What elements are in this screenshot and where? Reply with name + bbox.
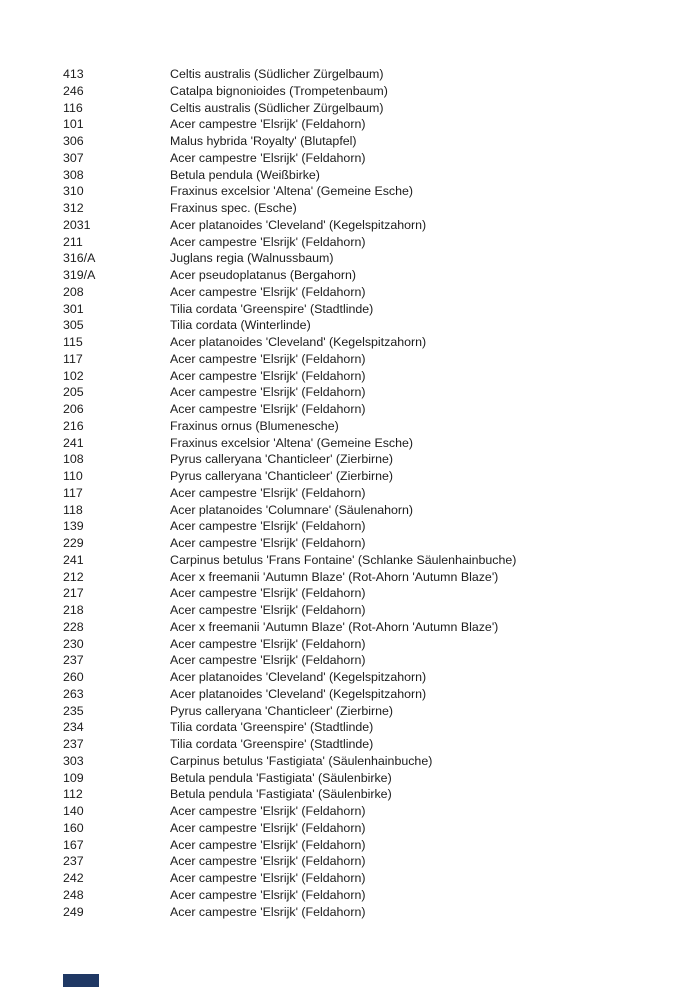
- tree-id: 237: [63, 653, 84, 668]
- list-item: [63, 250, 680, 267]
- tree-id: 308: [63, 167, 84, 182]
- tree-name: Catalpa bignonioides (Trompetenbaum): [170, 83, 388, 98]
- list-item: [63, 284, 680, 301]
- tree-id: 310: [63, 184, 84, 199]
- tree-name: Acer campestre 'Elsrijk' (Feldahorn): [170, 368, 366, 383]
- tree-name: Tilia cordata 'Greenspire' (Stadtlinde): [170, 720, 374, 735]
- list-item: [63, 770, 680, 787]
- list-item: [63, 619, 680, 636]
- tree-name: Acer campestre 'Elsrijk' (Feldahorn): [170, 887, 366, 902]
- list-item: [63, 234, 680, 251]
- tree-name: Acer campestre 'Elsrijk' (Feldahorn): [170, 586, 366, 601]
- tree-name: Celtis australis (Südlicher Zürgelbaum): [170, 100, 384, 115]
- list-item: [63, 468, 680, 485]
- tree-name: Acer campestre 'Elsrijk' (Feldahorn): [170, 402, 366, 416]
- list-item: [63, 351, 680, 368]
- tree-id: 102: [63, 368, 84, 383]
- list-item: [63, 820, 680, 837]
- tree-name: Acer campestre 'Elsrijk' (Feldahorn): [170, 519, 366, 534]
- list-item: [63, 116, 680, 133]
- list-item: [63, 602, 680, 619]
- tree-id: 246: [63, 83, 84, 98]
- list-item: [63, 837, 680, 854]
- tree-name: Acer campestre 'Elsrijk' (Feldahorn): [170, 351, 366, 366]
- tree-id: 167: [63, 837, 84, 852]
- list-item: [63, 518, 680, 535]
- tree-id: 112: [63, 787, 83, 802]
- list-item: [63, 200, 680, 217]
- tree-id: 218: [63, 603, 84, 617]
- list-item: [63, 786, 680, 803]
- list-item: [63, 133, 680, 150]
- list-item: [63, 100, 680, 117]
- list-item: [63, 66, 680, 83]
- tree-id: 109: [63, 770, 84, 785]
- tree-name: Acer campestre 'Elsrijk' (Feldahorn): [170, 536, 366, 550]
- tree-id: 108: [63, 452, 84, 467]
- list-item: [63, 384, 680, 401]
- tree-name: Acer platanoides 'Columnare' (Säulenahorn): [170, 502, 414, 517]
- list-item: [63, 418, 680, 435]
- tree-id: 316/A: [63, 251, 96, 266]
- tree-id: 118: [63, 502, 83, 517]
- tree-name: Fraxinus excelsior 'Altena' (Gemeine Esche): [170, 184, 414, 199]
- tree-id: 139: [63, 519, 84, 534]
- tree-id: 307: [63, 150, 84, 165]
- tree-id: 241: [63, 435, 84, 450]
- tree-id: 212: [63, 569, 84, 584]
- tree-id: 303: [63, 753, 84, 768]
- tree-name: Acer campestre 'Elsrijk' (Feldahorn): [170, 904, 366, 919]
- tree-id: 306: [63, 134, 84, 148]
- list-item: [63, 803, 680, 820]
- tree-id: 241: [63, 552, 84, 567]
- list-item: [63, 150, 680, 167]
- tree-id: 234: [63, 720, 84, 735]
- tree-id: 206: [63, 402, 84, 416]
- footer-marker: [63, 974, 99, 987]
- tree-name: Fraxinus ornus (Blumenesche): [170, 418, 339, 433]
- list-item: [63, 636, 680, 653]
- list-item: [63, 719, 680, 736]
- tree-name: Celtis australis (Südlicher Zürgelbaum): [170, 67, 384, 81]
- tree-name: Acer campestre 'Elsrijk' (Feldahorn): [170, 150, 366, 165]
- tree-name: Acer platanoides 'Cleveland' (Kegelspitzahorn): [170, 686, 427, 701]
- list-item: [63, 870, 680, 887]
- tree-id: 242: [63, 871, 84, 885]
- list-item: [63, 435, 680, 452]
- list-item: [63, 83, 680, 100]
- tree-name: Betula pendula 'Fastigiata' (Säulenbirke): [170, 770, 392, 785]
- tree-id: 312: [63, 201, 84, 215]
- list-item: [63, 183, 680, 200]
- tree-name: Acer campestre 'Elsrijk' (Feldahorn): [170, 636, 366, 651]
- tree-id: 208: [63, 284, 84, 299]
- tree-name: Betula pendula 'Fastigiata' (Säulenbirke): [170, 787, 392, 802]
- list-item: [63, 451, 680, 468]
- tree-id: 2031: [63, 217, 91, 232]
- tree-name: Acer x freemanii 'Autumn Blaze' (Rot-Ahorn 'Autumn Blaze'): [170, 569, 499, 584]
- tree-id: 110: [63, 469, 83, 483]
- list-item: [63, 334, 680, 351]
- tree-id: 305: [63, 318, 84, 333]
- tree-name: Pyrus calleryana 'Chanticleer' (Zierbirne): [170, 452, 394, 467]
- tree-id: 216: [63, 418, 84, 433]
- tree-id: 217: [63, 586, 84, 601]
- list-item: [63, 535, 680, 552]
- list-item: [63, 317, 680, 334]
- tree-id: 263: [63, 686, 84, 701]
- tree-name: Acer platanoides 'Cleveland' (Kegelspitzahorn): [170, 670, 427, 684]
- list-item: [63, 368, 680, 385]
- tree-name: Acer campestre 'Elsrijk' (Feldahorn): [170, 871, 366, 885]
- tree-id: 101: [63, 117, 84, 132]
- tree-id: 228: [63, 619, 84, 634]
- tree-name: Acer campestre 'Elsrijk' (Feldahorn): [170, 837, 366, 852]
- tree-id: 319/A: [63, 268, 96, 282]
- list-item: [63, 485, 680, 502]
- tree-id: 229: [63, 536, 84, 550]
- tree-list: [63, 66, 680, 920]
- list-item: [63, 753, 680, 770]
- list-item: [63, 686, 680, 703]
- tree-id: 260: [63, 670, 84, 684]
- list-item: [63, 887, 680, 904]
- list-item: [63, 703, 680, 720]
- tree-name: Carpinus betulus 'Fastigiata' (Säulenhainbuche): [170, 753, 433, 768]
- tree-name: Betula pendula (Weißbirke): [170, 167, 320, 182]
- tree-name: Acer x freemanii 'Autumn Blaze' (Rot-Ahorn 'Autumn Blaze'): [170, 619, 499, 634]
- tree-id: 211: [63, 234, 83, 249]
- tree-id: 205: [63, 385, 84, 400]
- tree-name: Pyrus calleryana 'Chanticleer' (Zierbirne): [170, 703, 394, 718]
- tree-name: Acer campestre 'Elsrijk' (Feldahorn): [170, 234, 366, 249]
- tree-name: Tilia cordata (Winterlinde): [170, 318, 311, 333]
- tree-name: Fraxinus spec. (Esche): [170, 201, 297, 215]
- tree-name: Juglans regia (Walnussbaum): [170, 251, 334, 266]
- tree-name: Acer campestre 'Elsrijk' (Feldahorn): [170, 653, 366, 668]
- tree-id: 230: [63, 636, 84, 651]
- list-item: [63, 502, 680, 519]
- list-item: [63, 669, 680, 686]
- tree-id: 115: [63, 335, 83, 349]
- tree-name: Carpinus betulus 'Frans Fontaine' (Schlanke Säulenhainbuche): [170, 552, 517, 567]
- tree-name: Fraxinus excelsior 'Altena' (Gemeine Esche): [170, 435, 414, 450]
- tree-name: Acer campestre 'Elsrijk' (Feldahorn): [170, 485, 366, 500]
- list-item: [63, 585, 680, 602]
- tree-name: Malus hybrida 'Royalty' (Blutapfel): [170, 134, 357, 148]
- tree-id: 140: [63, 804, 84, 818]
- tree-id: 160: [63, 820, 84, 835]
- tree-id: 248: [63, 887, 84, 902]
- tree-id: 413: [63, 67, 84, 81]
- list-item: [63, 569, 680, 586]
- tree-name: Tilia cordata 'Greenspire' (Stadtlinde): [170, 737, 374, 751]
- tree-id: 117: [63, 485, 83, 500]
- tree-name: Acer pseudoplatanus (Bergahorn): [170, 268, 356, 282]
- list-item: [63, 904, 680, 921]
- tree-name: Acer campestre 'Elsrijk' (Feldahorn): [170, 603, 366, 617]
- list-item: [63, 401, 680, 418]
- list-item: [63, 267, 680, 284]
- list-item: [63, 652, 680, 669]
- tree-name: Pyrus calleryana 'Chanticleer' (Zierbirne): [170, 469, 394, 483]
- list-item: [63, 217, 680, 234]
- list-item: [63, 853, 680, 870]
- tree-name: Acer platanoides 'Cleveland' (Kegelspitzahorn): [170, 217, 427, 232]
- tree-name: Acer campestre 'Elsrijk' (Feldahorn): [170, 385, 366, 400]
- list-item: [63, 736, 680, 753]
- tree-id: 249: [63, 904, 84, 919]
- list-item: [63, 552, 680, 569]
- tree-name: Acer campestre 'Elsrijk' (Feldahorn): [170, 854, 366, 869]
- tree-id: 237: [63, 854, 84, 869]
- tree-name: Acer platanoides 'Cleveland' (Kegelspitzahorn): [170, 335, 427, 349]
- tree-id: 117: [63, 351, 83, 366]
- list-item: [63, 301, 680, 318]
- tree-name: Acer campestre 'Elsrijk' (Feldahorn): [170, 117, 366, 132]
- tree-name: Acer campestre 'Elsrijk' (Feldahorn): [170, 284, 366, 299]
- tree-id: 301: [63, 301, 84, 316]
- tree-id: 237: [63, 737, 84, 751]
- tree-id: 116: [63, 100, 83, 115]
- tree-name: Acer campestre 'Elsrijk' (Feldahorn): [170, 804, 366, 818]
- tree-id: 235: [63, 703, 84, 718]
- tree-name: Acer campestre 'Elsrijk' (Feldahorn): [170, 820, 366, 835]
- tree-name: Tilia cordata 'Greenspire' (Stadtlinde): [170, 301, 374, 316]
- list-item: [63, 167, 680, 184]
